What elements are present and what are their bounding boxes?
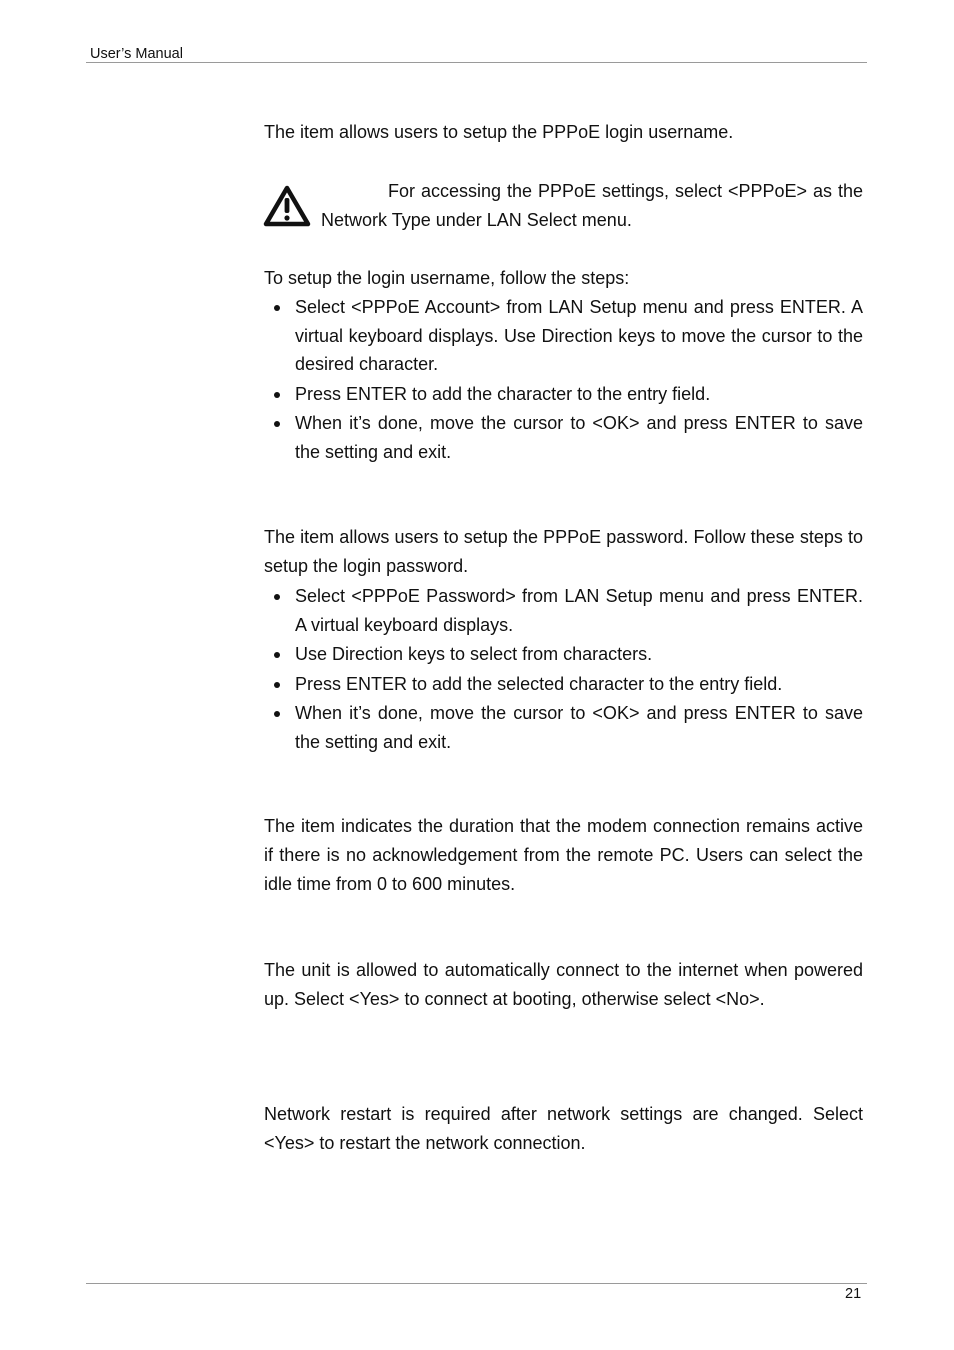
- pppoe-account-steps: [264, 293, 863, 466]
- auto-connect-text: The unit is allowed to automatically connect to the internet when powered up. Select <Yes> to connect at booting, otherwise select <No>.: [264, 960, 863, 1009]
- header-rule: [86, 62, 867, 63]
- bullet-dot: [274, 682, 280, 688]
- footer-rule: [86, 1283, 867, 1284]
- list-item: Press ENTER to add the character to the entry field.: [264, 380, 863, 409]
- bullet-dot: [274, 594, 280, 600]
- network-restart-text: Network restart is required after network settings are changed. Select <Yes> to restart the network connection.: [264, 1104, 863, 1153]
- list-item: Press ENTER to add the selected character to the entry field.: [264, 670, 863, 699]
- bullet-dot: [274, 711, 280, 717]
- header-label: User’s Manual: [90, 46, 183, 62]
- idle-time-text: The item indicates the duration that the modem connection remains active if there is no acknowledgement from the remote PC. Users can select the idle time from 0 to 600 minutes.: [264, 816, 863, 894]
- pppoe-password-intro: The item allows users to setup the PPPoE password. Follow these steps to setup the login password.: [264, 527, 863, 576]
- bullet-dot: [274, 421, 280, 427]
- list-item: Use Direction keys to select from characters.: [264, 640, 863, 669]
- note-text: For accessing the PPPoE settings, select <PPPoE> as the Network Type under LAN Select menu.: [321, 181, 863, 230]
- bullet-dot: [274, 392, 280, 398]
- list-item: Select <PPPoE Account> from LAN Setup menu and press ENTER. A virtual keyboard displays. Use Direction keys to move the cursor to the desired character.: [264, 293, 863, 379]
- list-item: When it’s done, move the cursor to <OK> and press ENTER to save the setting and exit.: [264, 409, 863, 466]
- pppoe-account-intro: The item allows users to setup the PPPoE login username.: [264, 122, 734, 142]
- bullet-dot: [274, 652, 280, 658]
- page-number: 21: [845, 1286, 862, 1302]
- list-item: When it’s done, move the cursor to <OK> and press ENTER to save the setting and exit.: [264, 699, 863, 756]
- warning-triangle-icon: [262, 183, 312, 229]
- pppoe-account-steps-intro: To setup the login username, follow the steps:: [264, 268, 630, 288]
- pppoe-password-steps: [264, 582, 863, 756]
- bullet-dot: [274, 305, 280, 311]
- list-item: Select <PPPoE Password> from LAN Setup menu and press ENTER. A virtual keyboard displays.: [264, 582, 863, 639]
